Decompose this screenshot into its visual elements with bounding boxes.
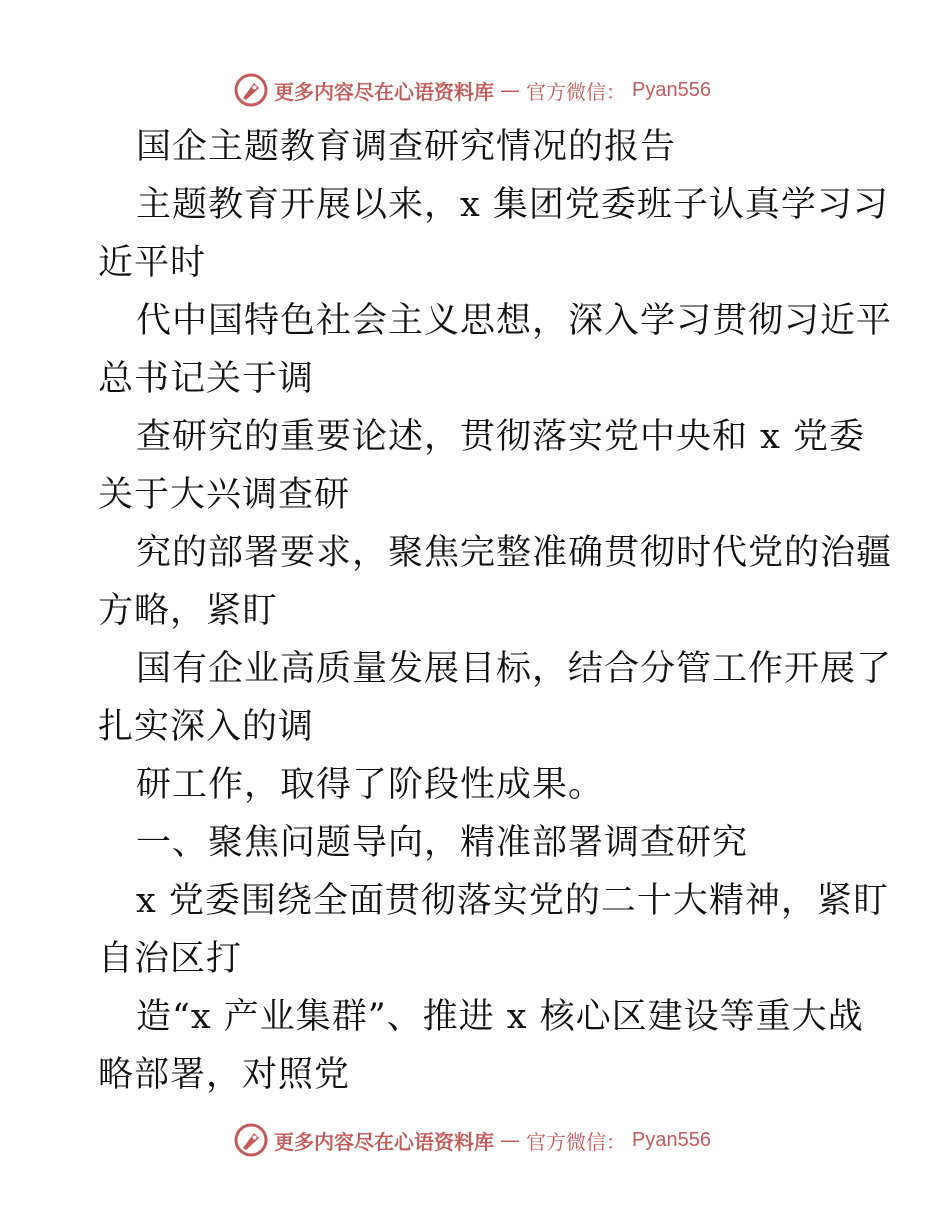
header-watermark	[234, 72, 711, 108]
text-line: 自治区打	[98, 939, 243, 979]
pen-nib-logo-icon	[234, 1123, 268, 1157]
text-line: 方略，紧盯	[98, 591, 279, 631]
document-body	[98, 118, 893, 1104]
footer-watermark	[234, 1122, 711, 1158]
text-line: 关于大兴调查研	[98, 475, 351, 515]
text-line: 研工作，取得了阶段性成果。	[136, 765, 605, 805]
watermark-brand-text: 更多内容尽在心语资料库	[274, 79, 494, 104]
watermark-separator: —	[500, 1128, 520, 1152]
text-line: 略部署，对照党	[98, 1055, 351, 1095]
watermark-contact-label: 官方微信：	[526, 79, 626, 104]
text-line: 查研究的重要论述，贯彻落实党中央和 x 党委	[136, 417, 865, 457]
document-title: 国企主题教育调查研究情况的报告	[136, 127, 677, 167]
pen-nib-logo-icon	[234, 73, 268, 107]
text-line: 总书记关于调	[98, 359, 315, 399]
text-line: 一、聚焦问题导向，精准部署调查研究	[136, 823, 749, 863]
watermark-wechat-id: Pyan556	[632, 1128, 711, 1151]
text-line: 扎实深入的调	[98, 707, 315, 747]
text-line: 造“x 产业集群”、推进 x 核心区建设等重大战	[136, 997, 864, 1037]
text-line: 究的部署要求，聚焦完整准确贯彻时代党的治疆	[136, 533, 893, 573]
text-line: 主题教育开展以来，x 集团党委班子认真学习习	[136, 185, 889, 225]
text-line: 近平时	[98, 243, 207, 283]
watermark-separator: —	[500, 78, 520, 102]
text-line: x 党委围绕全面贯彻落实党的二十大精神，紧盯	[136, 881, 889, 921]
text-line: 国有企业高质量发展目标，结合分管工作开展了	[136, 649, 893, 689]
watermark-contact-label: 官方微信：	[526, 1129, 626, 1154]
text-line: 代中国特色社会主义思想，深入学习贯彻习近平	[136, 301, 893, 341]
watermark-wechat-id: Pyan556	[632, 78, 711, 101]
watermark-brand-text: 更多内容尽在心语资料库	[274, 1129, 494, 1154]
